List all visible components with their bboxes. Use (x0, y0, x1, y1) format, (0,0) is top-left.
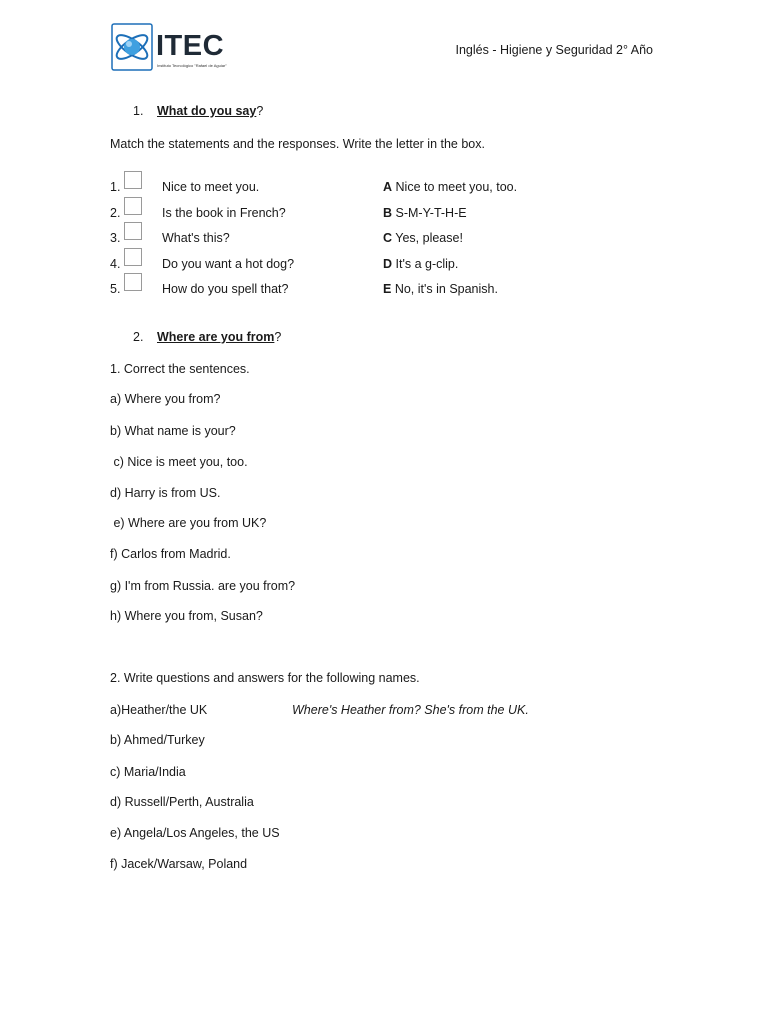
statement-text: Nice to meet you. (162, 180, 260, 194)
response-letter: B (383, 206, 393, 220)
example-answer: Where's Heather from? She's from the UK. (292, 703, 529, 717)
section-heading-suffix: ? (274, 330, 282, 344)
response-text: Nice to meet you, too. (395, 180, 518, 194)
section-heading: Where are you from (157, 330, 275, 344)
response-text: Yes, please! (395, 231, 463, 245)
response-item (383, 282, 498, 296)
sentence-item: h) Where you from, Susan? (110, 609, 263, 623)
response-text: S-M-Y-T-H-E (395, 206, 467, 220)
correct-instruction: 1. Correct the sentences. (110, 362, 250, 376)
logo-subtitle: Instituto Tecnológico "Rafael de Aguiar" (157, 63, 227, 68)
section-1-title (133, 104, 263, 118)
statement-number: 2. (110, 206, 121, 220)
sentence-item: g) I'm from Russia. are you from? (110, 579, 296, 593)
answer-box[interactable] (124, 273, 142, 291)
logo-text: ITEC (156, 30, 225, 62)
statement-text: Is the book in French? (162, 206, 286, 220)
sentence-item: b) What name is your? (110, 424, 236, 438)
section-2-title (133, 330, 281, 344)
response-item (383, 206, 467, 220)
course-title: Inglés - Higiene y Seguridad 2° Año (455, 43, 653, 57)
section-number: 2. (133, 330, 144, 344)
questions-instruction: 2. Write questions and answers for the following names. (110, 671, 420, 685)
section-heading-suffix: ? (256, 104, 264, 118)
answer-box[interactable] (124, 222, 142, 240)
statement-number: 3. (110, 231, 121, 245)
section-number: 1. (133, 104, 144, 118)
name-item: e) Angela/Los Angeles, the US (110, 826, 280, 840)
statement-number: 1. (110, 180, 121, 194)
sentence-item: c) Nice is meet you, too. (110, 455, 248, 469)
response-text: It's a g-clip. (395, 257, 459, 271)
answer-box[interactable] (124, 197, 142, 215)
name-item: b) Ahmed/Turkey (110, 733, 205, 747)
response-item (383, 257, 458, 271)
response-letter: E (383, 282, 392, 296)
response-item (383, 180, 517, 194)
statement-text: How do you spell that? (162, 282, 289, 296)
response-text: No, it's in Spanish. (394, 282, 498, 296)
name-item: d) Russell/Perth, Australia (110, 795, 254, 809)
sentence-item: a) Where you from? (110, 392, 221, 406)
statement-number: 5. (110, 282, 121, 296)
name-item: a)Heather/the UK (110, 703, 208, 717)
statement-text: Do you want a hot dog? (162, 257, 295, 271)
response-letter: D (383, 257, 393, 271)
name-item: c) Maria/India (110, 765, 186, 779)
match-instruction: Match the statements and the responses. Write the letter in the box. (110, 137, 485, 151)
statement-number: 4. (110, 257, 121, 271)
answer-box[interactable] (124, 248, 142, 266)
response-letter: C (383, 231, 393, 245)
section-heading: What do you say (157, 104, 257, 118)
name-item: f) Jacek/Warsaw, Poland (110, 857, 248, 871)
response-letter: A (383, 180, 393, 194)
statement-text: What's this? (162, 231, 230, 245)
sentence-item: e) Where are you from UK? (110, 516, 267, 530)
sentence-item: d) Harry is from US. (110, 486, 221, 500)
itec-logo (110, 20, 240, 74)
answer-box[interactable] (124, 171, 142, 189)
response-item (383, 231, 463, 245)
sentence-item: f) Carlos from Madrid. (110, 547, 231, 561)
